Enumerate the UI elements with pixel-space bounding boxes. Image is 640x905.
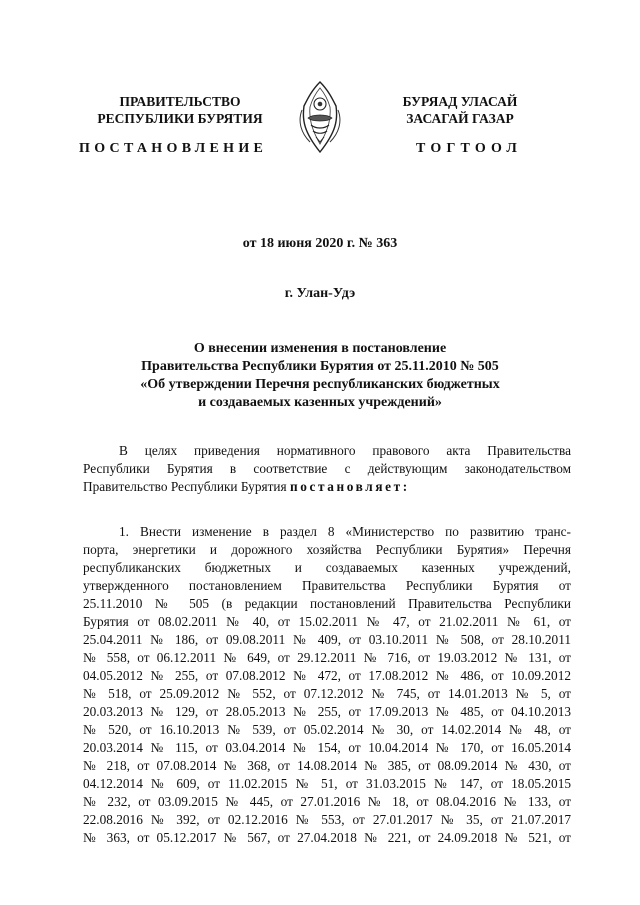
title-line: Правительства Республики Бурятия от 25.11.2010 № 505: [141, 359, 499, 374]
buryatia-coat-of-arms-icon: [298, 80, 342, 154]
title-line: и создаваемых казенных учреждений»: [198, 395, 442, 410]
header-right-authority: [380, 93, 540, 127]
item1-line: № 218, от 07.08.2014 № 368, от 14.08.2014 № 385, от 08.09.2014 № 430, от: [83, 758, 571, 773]
item1-line: 20.03.2013 № 129, от 28.05.2013 № 255, от 17.09.2013 № 485, от 04.10.2013: [83, 704, 571, 719]
title-line: «Об утверждении Перечня республиканских бюджетных: [140, 377, 500, 392]
city-line: г. Улан-Удэ: [284, 286, 356, 301]
header-right-line1: БУРЯАД УЛАСАЙ: [402, 94, 518, 109]
item1-line: порта, энергетики и дорожного хозяйства Республики Бурятия» Перечня: [83, 542, 571, 557]
item1-line: 1. Внести изменение в раздел 8 «Министерство по развитию транс-: [119, 524, 571, 539]
title-line: О внесении изменения в постановление: [193, 341, 447, 356]
doc-type-bua: ТОГТООЛ: [416, 141, 523, 156]
document-title: [0, 340, 640, 412]
item1-line: 25.11.2010 № 505 (в редакции постановлений Правительства Республики: [83, 596, 571, 611]
item1-line: № 520, от 16.10.2013 № 539, от 05.02.2014 № 30, от 14.02.2014 № 48, от: [83, 722, 571, 737]
item1-line: 04.05.2012 № 255, от 07.08.2012 № 472, от 17.08.2012 № 486, от 10.09.2012: [83, 668, 571, 683]
item1-line: утвержденного постановлением Правительства Республики Бурятия от: [83, 578, 571, 593]
item1-line: республиканских бюджетных и создаваемых казенных учреждений,: [83, 560, 571, 575]
header-left-line1: ПРАВИТЕЛЬСТВО: [119, 94, 241, 109]
item1-line: 20.03.2014 № 115, от 03.04.2014 № 154, от 10.04.2014 № 170, от 16.05.2014: [83, 740, 571, 755]
header-right-line2: ЗАСАГАЙ ГАЗАР: [406, 111, 514, 126]
preamble-line: Республики Бурятия в соответствие с действующим законодательством: [83, 461, 571, 476]
item1-line: Бурятия от 08.02.2011 № 40, от 15.02.2011 № 47, от 21.02.2011 № 61, от: [83, 614, 571, 629]
document-body: [83, 442, 571, 847]
item1-line: № 518, от 25.09.2012 № 552, от 07.12.2012 № 745, от 14.01.2013 № 5, от: [83, 686, 571, 701]
preamble-text: Правительство Республики Бурятия: [83, 479, 290, 494]
paragraph-gap: [83, 496, 571, 523]
item1-line: 04.12.2014 № 609, от 11.02.2015 № 51, от 31.03.2015 № 147, от 18.05.2015: [83, 776, 571, 791]
date-number-line: от 18 июня 2020 г. № 363: [242, 236, 398, 251]
resolution-keyword: постановляет:: [289, 479, 410, 494]
item1-line: № 363, от 05.12.2017 № 567, от 27.04.2018 № 221, от 24.09.2018 № 521, от: [83, 830, 571, 845]
item1-line: № 558, от 06.12.2011 № 649, от 29.12.2011 № 716, от 19.03.2012 № 131, от: [83, 650, 571, 665]
header-left-line2: РЕСПУБЛИКИ БУРЯТИЯ: [97, 111, 263, 126]
preamble-line: В целях приведения нормативного правового акта Правительства: [119, 443, 571, 458]
item1-line: 22.08.2016 № 392, от 02.12.2016 № 553, от 27.01.2017 № 35, от 21.07.2017: [83, 812, 571, 827]
doc-type-ru: ПОСТАНОВЛЕНИЕ: [79, 141, 268, 156]
header-left-authority: [86, 93, 274, 127]
item1-line: 25.04.2011 № 186, от 09.08.2011 № 409, от 03.10.2011 № 508, от 28.10.2011: [83, 632, 571, 647]
item1-line: № 232, от 03.09.2015 № 445, от 27.01.2016 № 18, от 08.04.2016 № 133, от: [83, 794, 571, 809]
preamble-line: [83, 478, 571, 496]
